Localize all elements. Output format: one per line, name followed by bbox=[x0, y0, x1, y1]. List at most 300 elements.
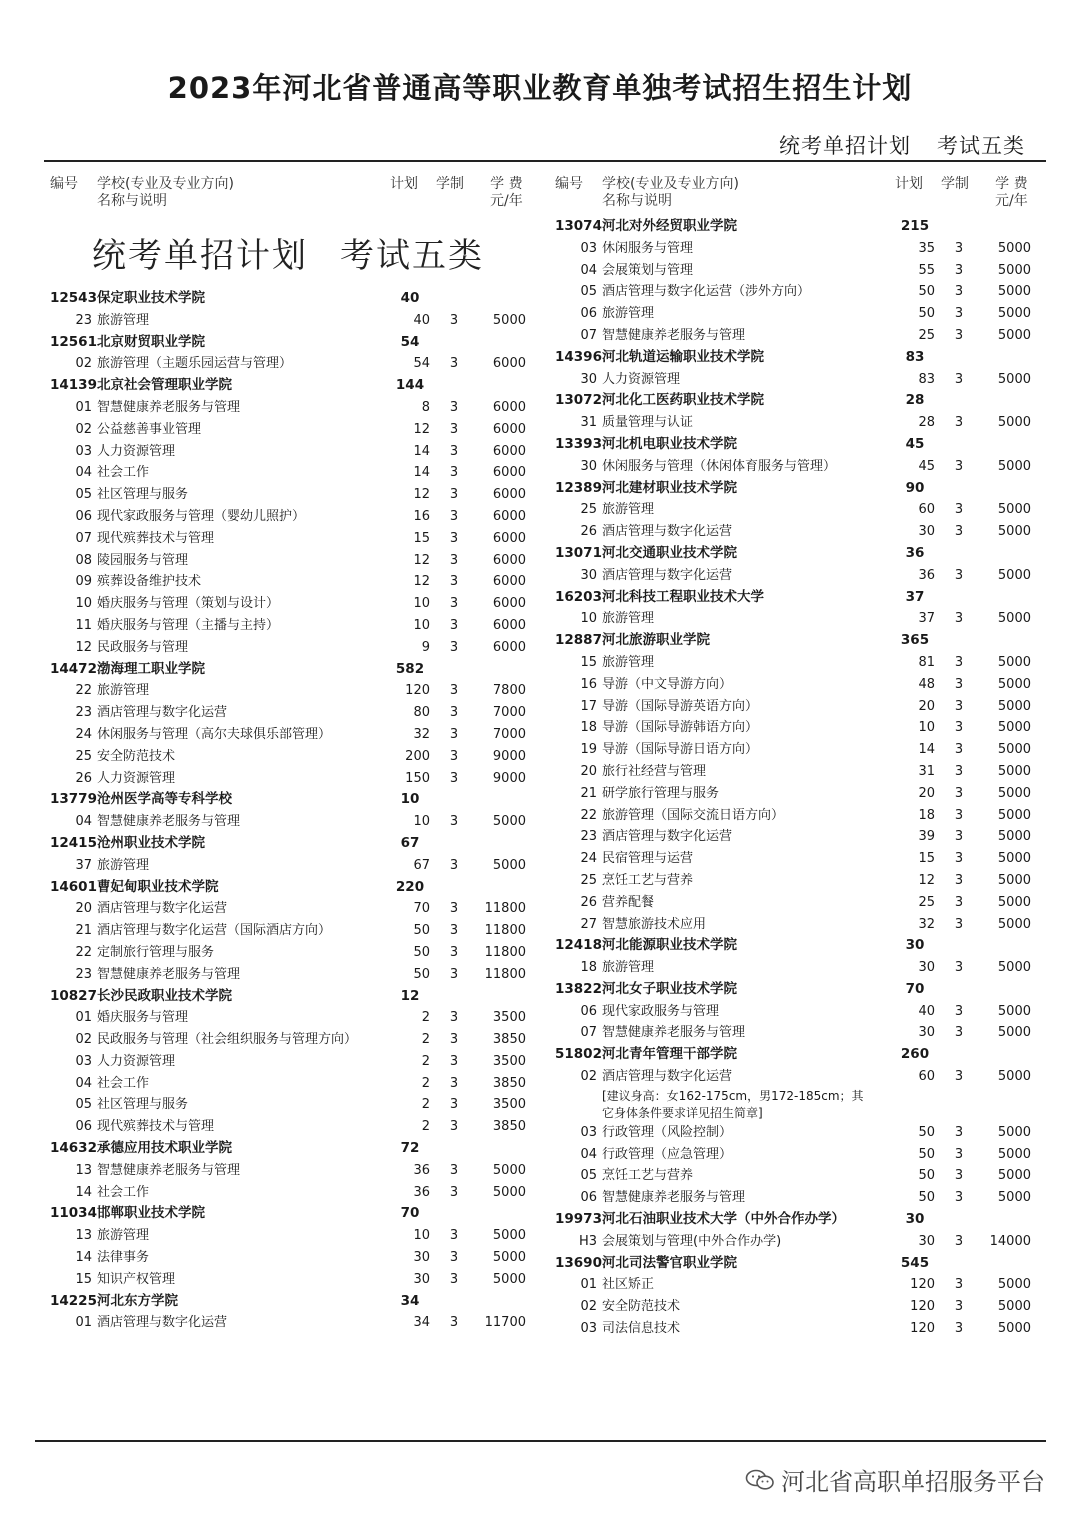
program-plan: 14 bbox=[413, 443, 430, 459]
school-total: 260 bbox=[900, 1046, 930, 1063]
school-name: 河北能源职业技术学院 bbox=[602, 937, 737, 954]
school-total: 220 bbox=[395, 878, 425, 895]
program-code: 01 bbox=[75, 399, 92, 415]
program-code: 26 bbox=[580, 894, 597, 910]
school-name: 北京社会管理职业学院 bbox=[97, 377, 232, 394]
program-years: 3 bbox=[449, 1228, 459, 1244]
school-code: 12389 bbox=[555, 479, 602, 496]
program-row bbox=[50, 550, 540, 572]
school-name: 河北司法警官职业学院 bbox=[602, 1254, 737, 1271]
program-plan: 81 bbox=[918, 654, 935, 670]
program-row bbox=[555, 1144, 1045, 1166]
program-years: 3 bbox=[449, 1075, 459, 1091]
program-row bbox=[555, 456, 1045, 478]
program-name: 婚庆服务与管理 bbox=[97, 1010, 189, 1026]
school-code: 12887 bbox=[555, 632, 602, 649]
program-fee: 5000 bbox=[997, 502, 1031, 518]
program-name: 旅游管理（主题乐园运营与管理） bbox=[97, 356, 293, 372]
program-row bbox=[50, 855, 540, 877]
program-name: 酒店管理与数字化运营（涉外方向） bbox=[602, 284, 811, 300]
school-total: 144 bbox=[395, 377, 425, 394]
program-fee: 7800 bbox=[492, 683, 526, 699]
school-total: 36 bbox=[905, 544, 925, 561]
program-plan: 10 bbox=[413, 814, 430, 830]
school-row bbox=[555, 390, 1045, 412]
program-row bbox=[50, 506, 540, 528]
program-plan: 9 bbox=[421, 639, 430, 655]
program-code: 22 bbox=[75, 683, 92, 699]
program-name: 社区矫正 bbox=[602, 1277, 655, 1293]
program-fee: 5000 bbox=[997, 567, 1031, 583]
program-name: 会展策划与管理(中外合作办学) bbox=[602, 1233, 782, 1249]
program-years: 3 bbox=[954, 698, 964, 714]
program-code: 01 bbox=[580, 1277, 597, 1293]
school-code: 14396 bbox=[555, 348, 602, 365]
program-row bbox=[555, 1231, 1045, 1253]
program-plan: 40 bbox=[413, 312, 430, 328]
program-code: 37 bbox=[75, 857, 92, 873]
program-code: 26 bbox=[580, 524, 597, 540]
school-total: 72 bbox=[400, 1140, 420, 1157]
program-row bbox=[50, 1225, 540, 1247]
program-name: 导游（国际导游韩语方向） bbox=[602, 720, 759, 736]
program-fee: 5000 bbox=[997, 916, 1031, 932]
program-row bbox=[50, 1312, 540, 1334]
program-fee: 5000 bbox=[997, 1003, 1031, 1019]
program-plan: 30 bbox=[918, 1025, 935, 1041]
school-name: 河北青年管理干部学院 bbox=[602, 1046, 737, 1063]
program-fee: 5000 bbox=[997, 371, 1031, 387]
program-code: 03 bbox=[580, 240, 597, 256]
program-code: 24 bbox=[75, 726, 92, 742]
program-fee: 5000 bbox=[997, 415, 1031, 431]
program-fee: 5000 bbox=[997, 1299, 1031, 1315]
column-header bbox=[50, 174, 540, 216]
program-name: 社区管理与服务 bbox=[97, 487, 189, 503]
program-name: 旅游管理 bbox=[97, 683, 150, 699]
program-years: 3 bbox=[449, 726, 459, 742]
program-fee: 5000 bbox=[997, 785, 1031, 801]
program-name: 酒店管理与数字化运营 bbox=[97, 901, 228, 917]
program-plan: 10 bbox=[413, 596, 430, 612]
program-row bbox=[50, 397, 540, 419]
program-code: 18 bbox=[580, 960, 597, 976]
program-years: 3 bbox=[954, 524, 964, 540]
school-total: 215 bbox=[900, 218, 930, 234]
school-row bbox=[50, 789, 540, 811]
school-name: 邯郸职业技术学院 bbox=[97, 1205, 205, 1222]
program-years: 3 bbox=[449, 683, 459, 699]
school-code: 14632 bbox=[50, 1140, 97, 1157]
right-school-list bbox=[555, 216, 1045, 1340]
program-years: 3 bbox=[954, 654, 964, 670]
school-row bbox=[50, 1203, 540, 1225]
program-code: 27 bbox=[580, 916, 597, 932]
school-name: 沧州医学高等专科学校 bbox=[97, 791, 232, 808]
program-row bbox=[555, 652, 1045, 674]
program-years: 3 bbox=[449, 1097, 459, 1113]
program-fee: 14000 bbox=[989, 1233, 1031, 1249]
program-code: 30 bbox=[580, 458, 597, 474]
program-name: 营养配餐 bbox=[602, 894, 655, 910]
program-years: 3 bbox=[449, 552, 459, 568]
program-name: 旅游管理 bbox=[97, 312, 150, 328]
program-plan: 32 bbox=[413, 726, 430, 742]
program-row bbox=[50, 1182, 540, 1204]
program-code: H3 bbox=[578, 1233, 597, 1249]
program-row bbox=[50, 441, 540, 463]
program-fee: 6000 bbox=[492, 465, 526, 481]
school-total: 28 bbox=[905, 392, 925, 409]
program-plan: 12 bbox=[413, 552, 430, 568]
school-total: 30 bbox=[905, 1211, 925, 1228]
program-years: 3 bbox=[954, 851, 964, 867]
program-row bbox=[555, 565, 1045, 587]
program-fee: 5000 bbox=[997, 1146, 1031, 1162]
program-fee: 5000 bbox=[997, 306, 1031, 322]
program-plan: 120 bbox=[405, 683, 430, 699]
program-code: 05 bbox=[580, 284, 597, 300]
program-fee: 6000 bbox=[492, 596, 526, 612]
program-row bbox=[555, 761, 1045, 783]
program-code: 17 bbox=[580, 698, 597, 714]
program-fee: 5000 bbox=[997, 327, 1031, 343]
program-years: 3 bbox=[449, 596, 459, 612]
program-years: 3 bbox=[449, 356, 459, 372]
school-name: 河北女子职业技术学院 bbox=[602, 980, 737, 997]
program-row bbox=[50, 1073, 540, 1095]
program-plan: 2 bbox=[421, 1053, 430, 1069]
program-row bbox=[50, 702, 540, 724]
program-code: 05 bbox=[75, 487, 92, 503]
program-years: 3 bbox=[449, 487, 459, 503]
school-total: 83 bbox=[905, 348, 925, 365]
header-code: 编号 bbox=[555, 176, 583, 192]
program-code: 06 bbox=[75, 1119, 92, 1135]
program-row bbox=[555, 1318, 1045, 1340]
program-fee: 5000 bbox=[492, 1162, 526, 1178]
program-row bbox=[50, 1051, 540, 1073]
program-name: 人力资源管理 bbox=[97, 443, 176, 459]
column-header bbox=[555, 174, 1045, 216]
program-plan: 36 bbox=[413, 1184, 430, 1200]
program-years: 3 bbox=[954, 1025, 964, 1041]
program-name: 民宿管理与运营 bbox=[602, 851, 694, 867]
program-fee: 5000 bbox=[997, 1277, 1031, 1293]
program-code: 25 bbox=[75, 748, 92, 764]
program-years: 3 bbox=[954, 415, 964, 431]
program-fee: 5000 bbox=[997, 676, 1031, 692]
program-code: 10 bbox=[580, 611, 597, 627]
program-row bbox=[50, 1116, 540, 1138]
school-row bbox=[555, 935, 1045, 957]
program-name: 旅游管理 bbox=[97, 857, 150, 873]
header-fee: 学 费 元/年 bbox=[995, 176, 1028, 209]
program-plan: 15 bbox=[413, 530, 430, 546]
school-name: 曹妃甸职业技术学院 bbox=[97, 878, 219, 895]
program-code: 31 bbox=[580, 415, 597, 431]
school-total: 30 bbox=[905, 937, 925, 954]
program-code: 03 bbox=[580, 1321, 597, 1337]
school-row bbox=[50, 659, 540, 681]
program-code: 13 bbox=[75, 1228, 92, 1244]
program-fee: 5000 bbox=[997, 524, 1031, 540]
program-plan: 39 bbox=[918, 829, 935, 845]
program-name: 智慧健康养老服务与管理 bbox=[602, 327, 746, 343]
program-row bbox=[555, 1022, 1045, 1044]
program-row bbox=[50, 593, 540, 615]
program-name: 社会工作 bbox=[97, 465, 150, 481]
program-row bbox=[555, 521, 1045, 543]
program-row bbox=[50, 1247, 540, 1269]
program-years: 3 bbox=[449, 1032, 459, 1048]
program-years: 3 bbox=[449, 814, 459, 830]
header-plan: 计划 bbox=[895, 176, 923, 192]
program-row bbox=[555, 1066, 1045, 1122]
program-name: 社会工作 bbox=[97, 1075, 150, 1091]
program-years: 3 bbox=[954, 262, 964, 278]
program-name: 酒店管理与数字化运营 bbox=[97, 1315, 228, 1331]
program-years: 3 bbox=[449, 312, 459, 328]
program-row bbox=[555, 957, 1045, 979]
header-years: 学制 bbox=[436, 176, 464, 192]
program-years: 3 bbox=[449, 1315, 459, 1331]
program-name: 知识产权管理 bbox=[97, 1271, 176, 1287]
school-row bbox=[50, 1291, 540, 1313]
school-row bbox=[50, 332, 540, 354]
school-row bbox=[555, 1044, 1045, 1066]
program-code: 02 bbox=[75, 356, 92, 372]
program-years: 3 bbox=[954, 284, 964, 300]
program-plan: 67 bbox=[413, 857, 430, 873]
program-plan: 35 bbox=[918, 240, 935, 256]
program-code: 20 bbox=[75, 901, 92, 917]
school-total: 10 bbox=[400, 791, 420, 808]
program-code: 23 bbox=[580, 829, 597, 845]
program-code: 26 bbox=[75, 770, 92, 786]
header-name: 学校(专业及专业方向) 名称与说明 bbox=[97, 176, 234, 209]
program-name: 旅游管理 bbox=[602, 502, 655, 518]
program-row bbox=[555, 870, 1045, 892]
school-code: 13779 bbox=[50, 791, 97, 808]
bottom-rule bbox=[35, 1440, 1046, 1442]
program-fee: 5000 bbox=[997, 807, 1031, 823]
program-years: 3 bbox=[954, 1190, 964, 1206]
program-row bbox=[555, 826, 1045, 848]
program-plan: 54 bbox=[413, 356, 430, 372]
school-total: 54 bbox=[400, 333, 420, 350]
school-row bbox=[555, 543, 1045, 565]
program-row bbox=[50, 637, 540, 659]
program-name: 质量管理与认证 bbox=[602, 415, 694, 431]
program-code: 02 bbox=[580, 1069, 597, 1085]
program-years: 3 bbox=[954, 567, 964, 583]
program-code: 30 bbox=[580, 371, 597, 387]
program-code: 24 bbox=[580, 851, 597, 867]
program-row bbox=[555, 914, 1045, 936]
program-code: 06 bbox=[580, 1003, 597, 1019]
program-name: 人力资源管理 bbox=[602, 371, 681, 387]
school-code: 13072 bbox=[555, 392, 602, 409]
program-code: 05 bbox=[75, 1097, 92, 1113]
header-fee: 学 费 元/年 bbox=[490, 176, 523, 209]
program-fee: 5000 bbox=[997, 262, 1031, 278]
program-name: 婚庆服务与管理（策划与设计） bbox=[97, 596, 280, 612]
school-name: 河北旅游职业学院 bbox=[602, 632, 710, 649]
program-years: 3 bbox=[954, 960, 964, 976]
program-fee: 5000 bbox=[997, 458, 1031, 474]
program-fee: 6000 bbox=[492, 574, 526, 590]
program-row bbox=[555, 412, 1045, 434]
program-years: 3 bbox=[954, 916, 964, 932]
school-code: 14601 bbox=[50, 878, 97, 895]
program-years: 3 bbox=[449, 966, 459, 982]
program-code: 22 bbox=[75, 944, 92, 960]
program-name: 社会工作 bbox=[97, 1184, 150, 1200]
program-plan: 2 bbox=[421, 1032, 430, 1048]
program-plan: 25 bbox=[918, 894, 935, 910]
program-fee: 5000 bbox=[997, 284, 1031, 300]
program-years: 3 bbox=[449, 639, 459, 655]
program-plan: 30 bbox=[918, 960, 935, 976]
program-fee: 6000 bbox=[492, 530, 526, 546]
school-code: 51802 bbox=[555, 1046, 602, 1063]
program-years: 3 bbox=[954, 742, 964, 758]
program-row bbox=[555, 369, 1045, 391]
school-row bbox=[555, 1209, 1045, 1231]
watermark-text: 河北省高职单招服务平台 bbox=[781, 1468, 1045, 1496]
program-plan: 20 bbox=[918, 698, 935, 714]
program-code: 23 bbox=[75, 312, 92, 328]
program-fee: 6000 bbox=[492, 421, 526, 437]
school-total: 70 bbox=[400, 1205, 420, 1222]
program-plan: 8 bbox=[421, 399, 430, 415]
program-years: 3 bbox=[449, 705, 459, 721]
program-plan: 50 bbox=[413, 966, 430, 982]
program-row bbox=[555, 303, 1045, 325]
program-name: 旅游管理 bbox=[97, 1228, 150, 1244]
program-code: 03 bbox=[75, 443, 92, 459]
program-name: 酒店管理与数字化运营 bbox=[97, 705, 228, 721]
program-name: 现代殡葬技术与管理 bbox=[97, 530, 215, 546]
program-years: 3 bbox=[449, 399, 459, 415]
program-row bbox=[555, 281, 1045, 303]
program-name: 现代家政服务与管理（婴幼儿照护） bbox=[97, 508, 306, 524]
school-row bbox=[50, 986, 540, 1008]
school-total: 365 bbox=[900, 632, 930, 649]
school-row bbox=[555, 216, 1045, 238]
school-total: 34 bbox=[400, 1292, 420, 1309]
program-name: 酒店管理与数字化运营 bbox=[602, 567, 733, 583]
program-name: 民政服务与管理（社会组织服务与管理方向） bbox=[97, 1032, 358, 1048]
program-plan: 36 bbox=[918, 567, 935, 583]
program-fee: 9000 bbox=[492, 770, 526, 786]
program-row bbox=[555, 848, 1045, 870]
program-years: 3 bbox=[954, 1277, 964, 1293]
program-plan: 25 bbox=[918, 327, 935, 343]
program-code: 06 bbox=[75, 508, 92, 524]
program-row bbox=[50, 811, 540, 833]
program-fee: 5000 bbox=[997, 1190, 1031, 1206]
program-name: 智慧健康养老服务与管理 bbox=[602, 1190, 746, 1206]
program-name: 司法信息技术 bbox=[602, 1321, 681, 1337]
program-years: 3 bbox=[954, 240, 964, 256]
program-code: 15 bbox=[75, 1271, 92, 1287]
school-code: 13074 bbox=[555, 218, 602, 234]
program-fee: 6000 bbox=[492, 617, 526, 633]
school-total: 70 bbox=[905, 980, 925, 997]
program-plan: 120 bbox=[910, 1277, 935, 1293]
program-code: 04 bbox=[75, 814, 92, 830]
program-years: 3 bbox=[449, 1184, 459, 1200]
school-code: 16203 bbox=[555, 588, 602, 605]
program-plan: 30 bbox=[918, 1233, 935, 1249]
school-name: 河北石油职业技术大学（中外合作办学） bbox=[602, 1211, 845, 1228]
school-code: 13393 bbox=[555, 435, 602, 452]
school-row bbox=[555, 587, 1045, 609]
program-fee: 11800 bbox=[484, 966, 526, 982]
school-name: 河北建材职业技术学院 bbox=[602, 479, 737, 496]
school-row bbox=[555, 347, 1045, 369]
program-plan: 50 bbox=[918, 1146, 935, 1162]
school-name: 河北交通职业技术学院 bbox=[602, 544, 737, 561]
program-plan: 31 bbox=[918, 763, 935, 779]
program-code: 06 bbox=[580, 306, 597, 322]
program-years: 3 bbox=[954, 720, 964, 736]
program-fee: 5000 bbox=[997, 698, 1031, 714]
program-code: 07 bbox=[75, 530, 92, 546]
program-code: 02 bbox=[75, 421, 92, 437]
program-years: 3 bbox=[954, 872, 964, 888]
program-name: 陵园服务与管理 bbox=[97, 552, 189, 568]
program-code: 21 bbox=[75, 923, 92, 939]
program-years: 3 bbox=[954, 894, 964, 910]
program-plan: 14 bbox=[918, 742, 935, 758]
program-fee: 5000 bbox=[997, 742, 1031, 758]
program-plan: 10 bbox=[918, 720, 935, 736]
program-code: 06 bbox=[580, 1190, 597, 1206]
school-name: 河北轨道运输职业技术学院 bbox=[602, 348, 764, 365]
watermark bbox=[745, 1462, 1045, 1497]
header-plan: 计划 bbox=[390, 176, 418, 192]
program-code: 25 bbox=[580, 872, 597, 888]
program-fee: 11800 bbox=[484, 901, 526, 917]
program-row bbox=[555, 1296, 1045, 1318]
program-years: 3 bbox=[449, 944, 459, 960]
program-name: 智慧健康养老服务与管理 bbox=[97, 966, 241, 982]
right-column bbox=[555, 174, 1045, 1340]
program-row bbox=[555, 238, 1045, 260]
program-plan: 16 bbox=[413, 508, 430, 524]
program-years: 3 bbox=[954, 676, 964, 692]
program-years: 3 bbox=[449, 508, 459, 524]
school-name: 渤海理工职业学院 bbox=[97, 660, 205, 677]
program-plan: 50 bbox=[413, 944, 430, 960]
school-row bbox=[555, 630, 1045, 652]
school-code: 14139 bbox=[50, 377, 97, 394]
program-name: 旅行社经营与管理 bbox=[602, 763, 707, 779]
program-years: 3 bbox=[449, 421, 459, 437]
school-name: 河北科技工程职业技术大学 bbox=[602, 588, 764, 605]
program-plan: 12 bbox=[413, 487, 430, 503]
program-fee: 3500 bbox=[492, 1053, 526, 1069]
school-name: 河北机电职业技术学院 bbox=[602, 435, 737, 452]
program-fee: 5000 bbox=[997, 1321, 1031, 1337]
program-plan: 12 bbox=[413, 421, 430, 437]
program-name: 人力资源管理 bbox=[97, 770, 176, 786]
program-code: 07 bbox=[580, 327, 597, 343]
program-row bbox=[50, 462, 540, 484]
